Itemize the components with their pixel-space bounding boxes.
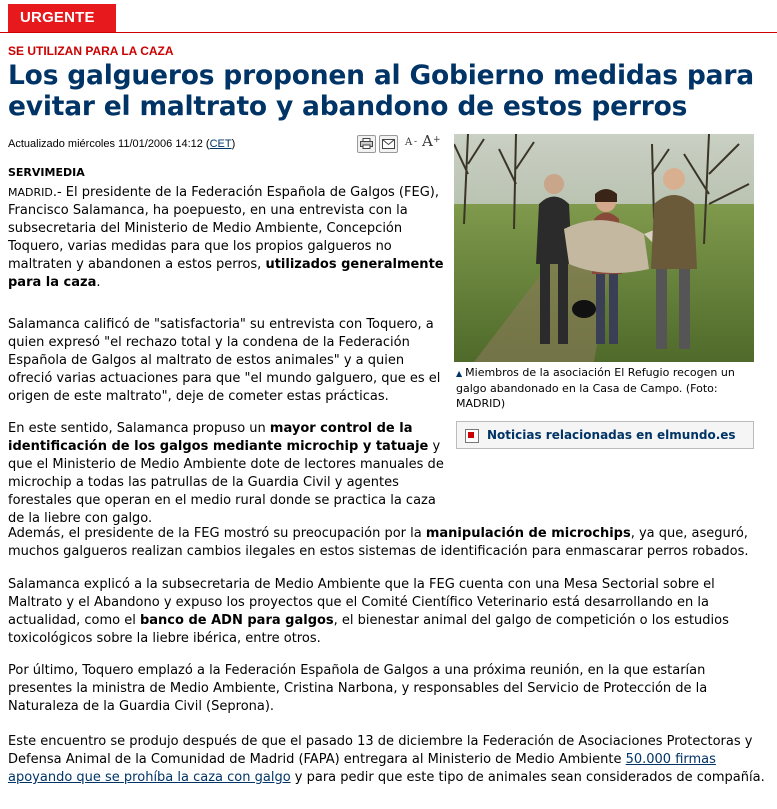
p1-text-c: .: [96, 275, 101, 290]
decrease-font-button[interactable]: A: [405, 137, 413, 148]
p1-text-a: .- El presidente de la Federación Española de Galgos (FEG), Francisco Salamanca, ha poepuesto, en una entrevista con la subsecretaria del Ministerio de Medio Ambiente, Concepción Toquero, varias medidas para que los propios galgueros no maltraten y abandonen a estos perros,: [8, 185, 439, 272]
p5-text-a: Salamanca explicó a la subsecretaria de Medio Ambiente que la FEG cuenta con una Mesa Sectorial sobre el Maltrato y el Abandono y expuso los proyectos que el Comité Científico Veterinario está desarrollando en la actualidad, como el: [8, 577, 715, 628]
caption-text: Miembros de la asociación El Refugio recogen un galgo abandonado en la Casa de Campo. (Foto: MADRID): [456, 366, 735, 410]
top-bar: [0, 4, 777, 33]
increase-font-mark: +: [433, 135, 441, 145]
increase-font-button[interactable]: A: [422, 132, 433, 150]
related-news-link[interactable]: Noticias relacionadas en elmundo.es: [487, 428, 736, 442]
photo-illustration: [454, 134, 754, 362]
paragraph-1: [8, 184, 444, 292]
decrease-font-mark: -: [414, 137, 418, 147]
byline: SERVIMEDIA: [8, 166, 85, 179]
p3-text-c: y que el Ministerio de Medio Ambiente dote de lectores manuales de microchip a todas las patrullas de la Guardia Civil y agentes forestales que operan en el medio rural donde se practica la caza de la liebre con galgo.: [8, 439, 444, 526]
p1-bold: utilizados generalmente para la caza: [8, 257, 444, 290]
updated-text: Actualizado miércoles 11/01/2006 14:12 (: [8, 138, 210, 150]
p5-bold: banco de ADN para galgos: [139, 613, 334, 628]
p5-text-c: , el bienestar animal del galgo de competición o los estudios toxicológicos sobre la liebre ibérica, entre otros.: [8, 613, 729, 646]
related-news-icon: [465, 429, 479, 443]
caption-triangle-icon: ▲: [456, 369, 463, 378]
p3-text-a: En este sentido, Salamanca propuso un: [8, 421, 270, 436]
photo-caption: [456, 365, 756, 411]
dateline: MADRID: [8, 186, 53, 199]
urgente-tag[interactable]: URGENTE: [8, 4, 116, 32]
p7-text-a: Este encuentro se produjo después de que el pasado 13 de diciembre la Federación de Asociaciones Protectoras y Defensa Animal de la Comunidad de Madrid (FAPA) entregara al Ministerio de Medio Ambiente: [8, 734, 753, 767]
signatures-link[interactable]: 50.000 firmas apoyando que se prohíba la caza con galgo: [8, 752, 716, 785]
print-button[interactable]: [357, 135, 376, 153]
updated-close: ): [231, 138, 236, 150]
paragraph-4: [8, 525, 768, 561]
p3-bold: mayor control de la identificación de los galgos mediante microchip y tatuaje: [8, 421, 429, 454]
printer-icon: [360, 138, 373, 149]
article-photo[interactable]: [454, 134, 754, 362]
p4-bold: manipulación de microchips: [425, 526, 631, 541]
updated-timestamp: [8, 138, 235, 150]
kicker: SE UTILIZAN PARA LA CAZA: [8, 44, 174, 58]
timezone-link[interactable]: CET: [209, 138, 232, 150]
paragraph-6: Por último, Toquero emplazó a la Federación Española de Galgos a una próxima reunión, en la que estarían presentes la ministra de Medio Ambiente, Cristina Narbona, y responsables del Servicio de Protección de la Naturaleza de la Guardia Civil (Seprona).: [8, 663, 708, 714]
p4-text-c: , ya que, aseguró, muchos galgueros realizan cambios ilegales en estos sistemas de identificación para enmascarar perros robados.: [8, 526, 749, 559]
p4-text-a: Además, el presidente de la FEG mostró su preocupación por la: [8, 526, 426, 541]
envelope-icon: [382, 139, 395, 149]
p7-text-c: y para pedir que este tipo de animales sean considerados de compañía.: [290, 770, 765, 785]
email-button[interactable]: [379, 135, 398, 153]
headline: Los galgueros proponen al Gobierno medidas para evitar el maltrato y abandono de estos perros: [8, 60, 754, 122]
paragraph-3: [8, 420, 448, 528]
paragraph-2: Salamanca calificó de "satisfactoria" su entrevista con Toquero, a quien expresó "el rechazo total y la condena de la Federación Española de Galgos al maltrato de estos animales" y a quien ofreció varias actuaciones para que "el mundo galguero, que es el origen de este maltrato", deje de cometer estas prácticas.: [8, 317, 441, 404]
paragraph-5: [8, 576, 768, 648]
related-news-box[interactable]: [456, 421, 754, 449]
paragraph-7: [8, 733, 768, 787]
